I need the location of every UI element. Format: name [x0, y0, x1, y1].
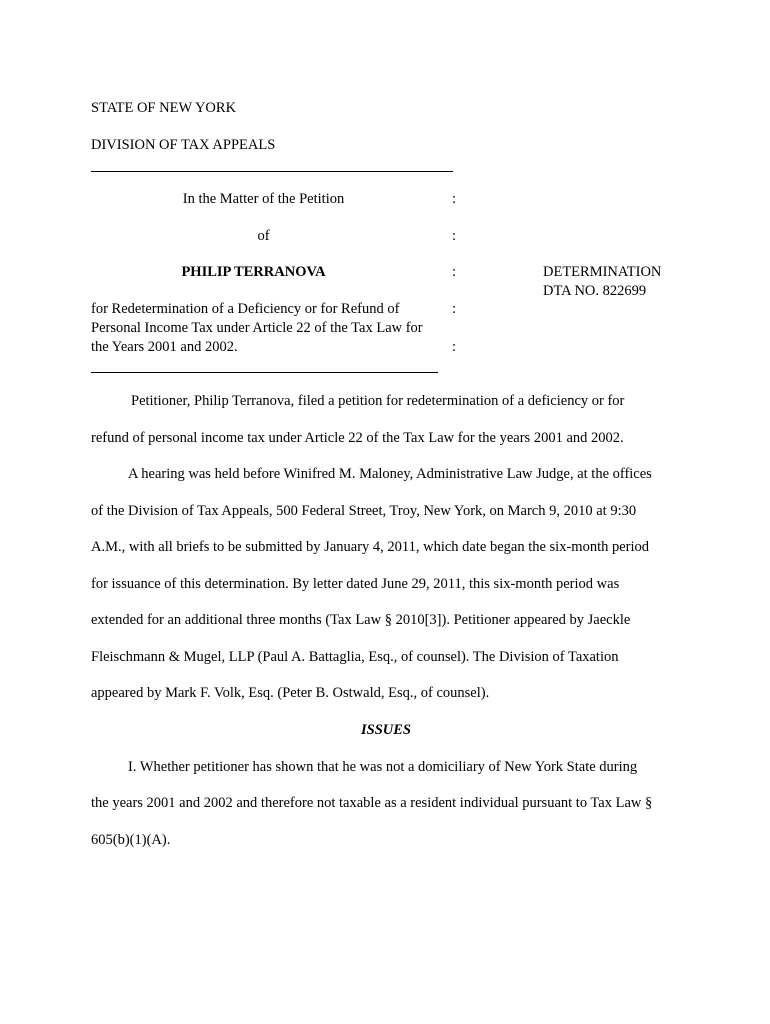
paragraph-line: A.M., with all briefs to be submitted by January 4, 2011, which date began the six-month period	[91, 539, 650, 555]
paragraph-line: of the Division of Tax Appeals, 500 Federal Street, Troy, New York, on March 9, 2010 at 9:30	[91, 503, 637, 519]
state-heading: STATE OF NEW YORK	[91, 100, 237, 116]
of-line: of	[257, 228, 270, 244]
dta-number: DTA NO. 822699	[543, 283, 647, 299]
matter-line: In the Matter of the Petition	[182, 191, 345, 207]
paragraph-line: Fleischmann & Mugel, LLP (Paul A. Battaglia, Esq., of counsel). The Division of Taxation	[91, 649, 619, 665]
caption-colon: :	[452, 301, 457, 317]
paragraph-line: Petitioner, Philip Terranova, filed a petition for redetermination of a deficiency or for	[131, 393, 625, 409]
paragraph-line: for issuance of this determination. By letter dated June 29, 2011, this six-month period was	[91, 576, 620, 592]
paragraph-line: appeared by Mark F. Volk, Esq. (Peter B. Ostwald, Esq., of counsel).	[91, 685, 490, 701]
division-heading: DIVISION OF TAX APPEALS	[91, 137, 276, 153]
paragraph-line: extended for an additional three months (Tax Law § 2010[3]). Petitioner appeared by Jaeckle	[91, 612, 631, 628]
issues-heading: ISSUES	[361, 722, 411, 738]
caption-top-rule	[91, 171, 453, 172]
caption-description-line: for Redetermination of a Deficiency or for Refund of	[91, 301, 400, 317]
issue-line: 605(b)(1)(A).	[91, 832, 171, 848]
caption-bottom-rule	[91, 372, 438, 373]
determination-label: DETERMINATION	[543, 264, 662, 280]
caption-colon: :	[452, 228, 457, 244]
caption-description-line: the Years 2001 and 2002.	[91, 339, 238, 355]
petitioner-name: PHILIP TERRANOVA	[181, 264, 326, 280]
paragraph-line: refund of personal income tax under Article 22 of the Tax Law for the years 2001 and 2002.	[91, 430, 624, 446]
caption-colon: :	[452, 339, 457, 355]
paragraph-line: A hearing was held before Winifred M. Maloney, Administrative Law Judge, at the offices	[128, 466, 652, 482]
issue-line: the years 2001 and 2002 and therefore not taxable as a resident individual pursuant to Tax Law §	[91, 795, 653, 811]
caption-colon: :	[452, 264, 457, 280]
caption-description-line: Personal Income Tax under Article 22 of the Tax Law for	[91, 320, 423, 336]
caption-colon: :	[452, 191, 457, 207]
issue-line: I. Whether petitioner has shown that he was not a domiciliary of New York State during	[128, 759, 638, 775]
